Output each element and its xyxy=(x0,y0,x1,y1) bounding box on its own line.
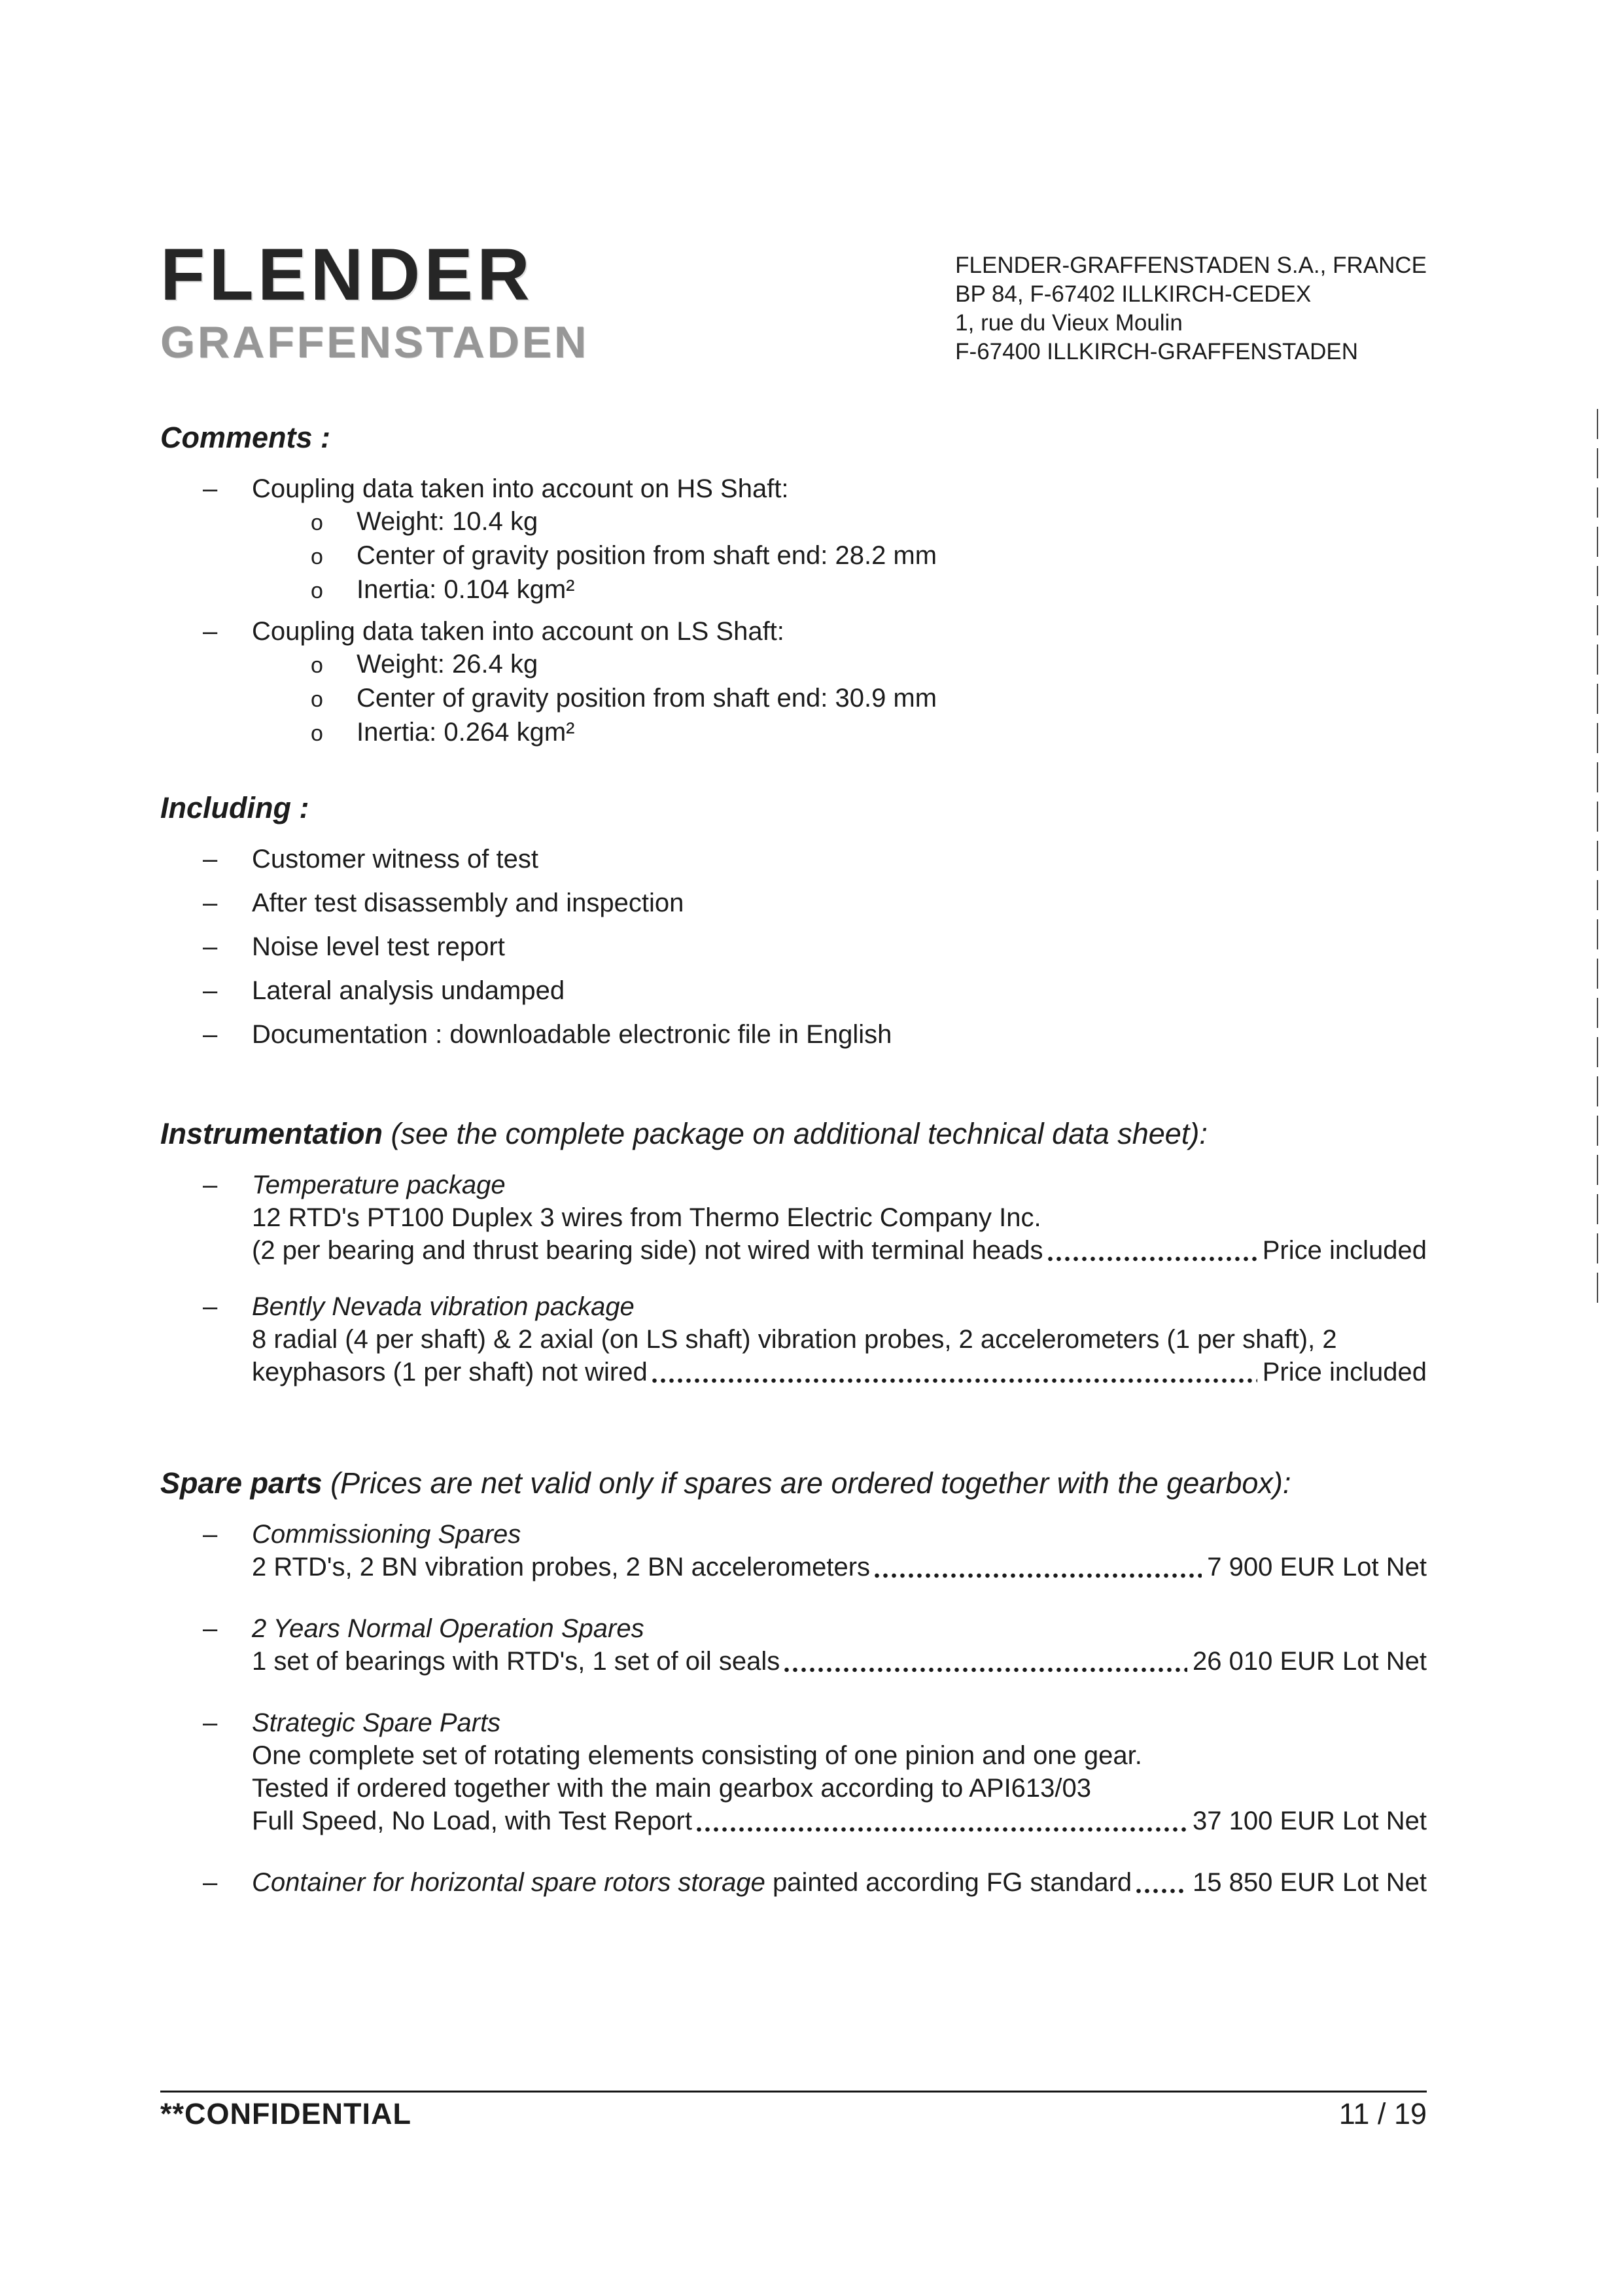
spare-item-body: One complete set of rotating elements consisting of one pinion and one gear. xyxy=(252,1741,1142,1770)
comment-subitem-text: Center of gravity position from shaft end: 28.2 mm xyxy=(357,541,937,570)
spare-item-title: Commissioning Spares xyxy=(252,1520,521,1549)
price-value: 15 850 EUR Lot Net xyxy=(1193,1868,1427,1897)
price-line xyxy=(252,1234,1427,1267)
price-value: Price included xyxy=(1262,1358,1427,1386)
page-number: 11 / 19 xyxy=(1338,2097,1427,2130)
price-line xyxy=(252,1645,1427,1678)
price-line xyxy=(252,1866,1427,1899)
comments-heading: Comments : xyxy=(160,421,331,454)
dash-bullet xyxy=(203,1518,252,1583)
price-line-text: Full Speed, No Load, with Test Report xyxy=(252,1807,692,1835)
dash-bullet xyxy=(203,930,252,963)
instrumentation-item-title: Temperature package xyxy=(252,1171,506,1199)
scan-artifact-line xyxy=(1597,409,1598,1305)
dash-bullet xyxy=(203,1866,252,1899)
page-header xyxy=(160,234,1427,367)
including-item xyxy=(203,887,1427,919)
including-item-text: Noise level test report xyxy=(252,932,505,961)
price-line xyxy=(252,1805,1427,1837)
address-line: 1, rue du Vieux Moulin xyxy=(955,310,1183,336)
including-item xyxy=(203,1018,1427,1051)
comments-section xyxy=(160,420,1427,750)
comment-subitem xyxy=(311,648,1427,682)
comment-subitem-text: Inertia: 0.104 kgm² xyxy=(357,575,575,604)
spare-item-title: 2 Years Normal Operation Spares xyxy=(252,1614,644,1643)
price-line-text: painted according FG standard xyxy=(765,1868,1132,1897)
dash-bullet xyxy=(203,472,252,607)
comment-item xyxy=(203,615,1427,750)
comment-subitem-text: Inertia: 0.264 kgm² xyxy=(357,718,575,747)
instrumentation-item-title: Bently Nevada vibration package xyxy=(252,1292,635,1321)
company-logo xyxy=(160,234,589,367)
including-item-text: Documentation : downloadable electronic file in English xyxy=(252,1020,892,1049)
dotted-leader xyxy=(1134,1888,1187,1894)
including-item xyxy=(203,930,1427,963)
spare-parts-heading-rest: (Prices are net valid only if spares are ordered together with the gearbox): xyxy=(322,1466,1291,1500)
comment-subitem xyxy=(311,716,1427,750)
circle-bullet xyxy=(311,648,357,682)
comment-subitem-text: Weight: 10.4 kg xyxy=(357,507,538,536)
address-line: F-67400 ILLKIRCH-GRAFFENSTADEN xyxy=(955,339,1359,364)
page-footer xyxy=(160,2091,1427,2130)
spare-item xyxy=(203,1866,1427,1899)
dash-bullet xyxy=(203,1290,252,1388)
instrumentation-heading-bold: Instrumentation xyxy=(160,1117,383,1150)
dotted-leader xyxy=(873,1572,1202,1579)
dotted-leader xyxy=(695,1826,1187,1833)
circle-bullet xyxy=(311,716,357,750)
logo-graffenstaden: GRAFFENSTADEN xyxy=(160,317,589,367)
dash-bullet xyxy=(203,887,252,919)
comment-subitem-text: Center of gravity position from shaft end: 30.9 mm xyxy=(357,684,937,713)
including-item-text: Customer witness of test xyxy=(252,845,538,874)
circle-bullet xyxy=(311,682,357,716)
dash-bullet xyxy=(203,974,252,1007)
comment-subitem xyxy=(311,573,1427,607)
comment-subitem xyxy=(311,505,1427,539)
confidential-label: **CONFIDENTIAL xyxy=(160,2097,411,2130)
price-value: 37 100 EUR Lot Net xyxy=(1193,1807,1427,1835)
instrumentation-item xyxy=(203,1290,1427,1388)
including-item-text: Lateral analysis undamped xyxy=(252,976,565,1005)
circle-bullet xyxy=(311,505,357,539)
dash-bullet xyxy=(203,1612,252,1678)
comment-subitem xyxy=(311,682,1427,716)
price-line-text: keyphasors (1 per shaft) not wired xyxy=(252,1358,648,1386)
spare-parts-heading xyxy=(160,1466,1427,1501)
price-line-text: (2 per bearing and thrust bearing side) not wired with terminal heads xyxy=(252,1236,1043,1265)
dotted-leader xyxy=(650,1377,1257,1384)
price-line xyxy=(252,1356,1427,1388)
dash-bullet xyxy=(203,1169,252,1267)
price-line-text: 2 RTD's, 2 BN vibration probes, 2 BN accelerometers xyxy=(252,1553,871,1581)
including-item-text: After test disassembly and inspection xyxy=(252,889,684,917)
comment-item-label: Coupling data taken into account on LS Shaft: xyxy=(252,617,784,646)
price-value: 7 900 EUR Lot Net xyxy=(1207,1553,1427,1581)
dotted-leader xyxy=(782,1667,1187,1673)
dash-bullet xyxy=(203,843,252,875)
including-item xyxy=(203,843,1427,875)
address-line: BP 84, F-67402 ILLKIRCH-CEDEX xyxy=(955,281,1312,307)
instrumentation-heading-rest: (see the complete package on additional technical data sheet): xyxy=(383,1117,1208,1150)
dash-bullet xyxy=(203,615,252,750)
spare-item xyxy=(203,1518,1427,1583)
spare-parts-section xyxy=(160,1466,1427,1899)
price-value: 26 010 EUR Lot Net xyxy=(1193,1647,1427,1676)
comment-subitem-text: Weight: 26.4 kg xyxy=(357,650,538,679)
logo-flender: FLENDER xyxy=(160,234,534,315)
instrumentation-heading xyxy=(160,1116,1427,1152)
comment-item-label: Coupling data taken into account on HS Shaft: xyxy=(252,474,789,503)
dash-bullet xyxy=(203,1018,252,1051)
circle-bullet xyxy=(311,539,357,573)
company-address xyxy=(955,242,1427,366)
instrumentation-item-body: 8 radial (4 per shaft) & 2 axial (on LS shaft) vibration probes, 2 accelerometers (1 per shaft), 2 xyxy=(252,1325,1337,1354)
instrumentation-section xyxy=(160,1116,1427,1388)
instrumentation-item xyxy=(203,1169,1427,1267)
spare-item xyxy=(203,1612,1427,1678)
price-line xyxy=(252,1551,1427,1583)
spare-item xyxy=(203,1706,1427,1837)
comment-subitem xyxy=(311,539,1427,573)
dash-bullet xyxy=(203,1706,252,1837)
address-line: FLENDER-GRAFFENSTADEN S.A., FRANCE xyxy=(955,253,1427,278)
price-line-text: 1 set of bearings with RTD's, 1 set of oil seals xyxy=(252,1647,780,1676)
instrumentation-item-body: 12 RTD's PT100 Duplex 3 wires from Thermo Electric Company Inc. xyxy=(252,1203,1041,1232)
spare-item-title: Container for horizontal spare rotors storage xyxy=(252,1868,765,1897)
spare-item-body: Tested if ordered together with the main gearbox according to API613/03 xyxy=(252,1774,1092,1803)
including-heading: Including : xyxy=(160,791,309,824)
comment-item xyxy=(203,472,1427,607)
price-value: Price included xyxy=(1262,1236,1427,1265)
circle-bullet xyxy=(311,573,357,607)
spare-parts-heading-bold: Spare parts xyxy=(160,1466,323,1500)
including-item xyxy=(203,974,1427,1007)
dotted-leader xyxy=(1046,1256,1257,1262)
including-section xyxy=(160,790,1427,1051)
spare-item-title: Strategic Spare Parts xyxy=(252,1708,501,1737)
